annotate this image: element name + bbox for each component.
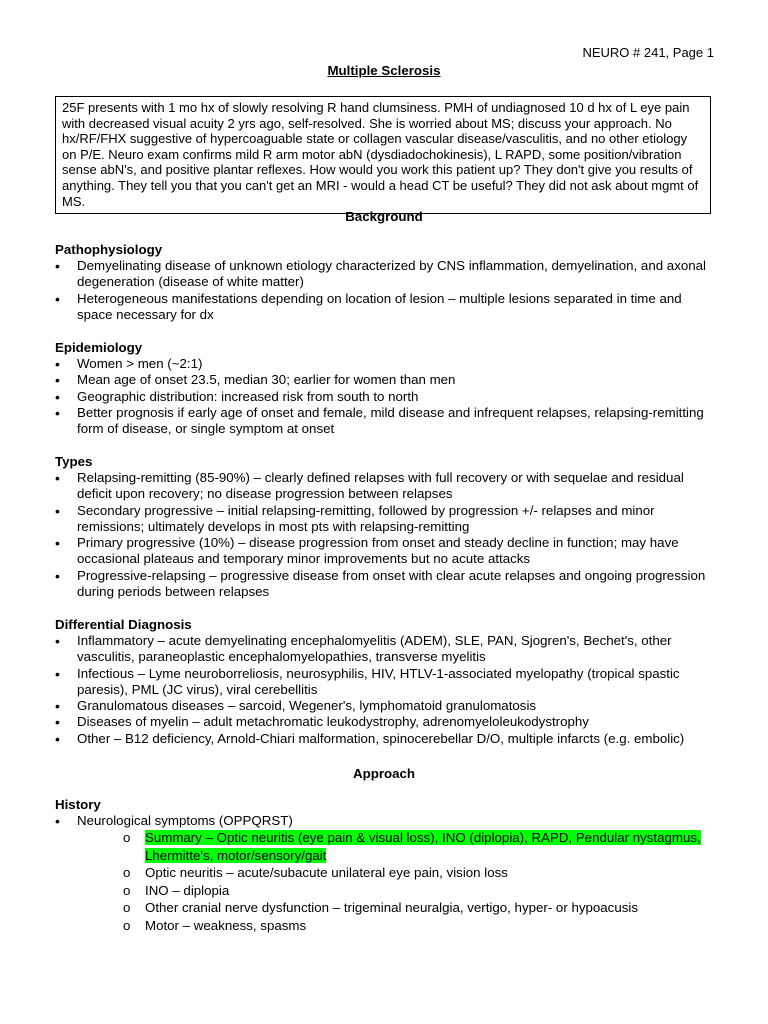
- list-item: • Geographic distribution: increased risk from south to north: [55, 389, 715, 405]
- list-item: • Heterogeneous manifestations depending on location of lesion – multiple lesions separated in time and space necessary for dx: [55, 291, 715, 324]
- types-section: [55, 454, 715, 600]
- sub-list-item: [123, 829, 715, 864]
- sub-bullet-marker: o: [123, 865, 131, 881]
- list-item: • Secondary progressive – initial relapsing-remitting, followed by progression +/- relapses and minor remissions; ultimately develops in most pts with relapsing-remitting: [55, 503, 715, 536]
- list-item: • Mean age of onset 23.5, median 30; earlier for women than men: [55, 372, 715, 388]
- list-item: • Neurological symptoms (OPPQRST): [55, 813, 715, 829]
- list-item: • Women > men (~2:1): [55, 356, 715, 372]
- list-item: • Progressive-relapsing – progressive disease from onset with clear acute relapses and ongoing progression during periods between relapses: [55, 568, 715, 601]
- sub-bullet-marker: o: [123, 900, 131, 916]
- background-heading: Background: [345, 209, 423, 224]
- page-reference: NEURO # 241, Page 1: [582, 45, 714, 60]
- list-item: • Granulomatous diseases – sarcoid, Wegener's, lymphomatoid granulomatosis: [55, 698, 715, 714]
- pathophysiology-section: [55, 242, 715, 323]
- pathophysiology-heading: Pathophysiology: [55, 242, 163, 257]
- list-item: • Demyelinating disease of unknown etiology characterized by CNS inflammation, demyelination, and axonal degeneration (disease of white matter): [55, 258, 715, 291]
- history-heading: History: [55, 797, 101, 812]
- list-item: • Relapsing-remitting (85-90%) – clearly defined relapses with full recovery or with sequelae and residual deficit upon recovery; no disease progression between relapses: [55, 470, 715, 503]
- epidemiology-section: [55, 340, 715, 437]
- list-item: • Other – B12 deficiency, Arnold-Chiari malformation, spinocerebellar D/O, multiple infarcts (e.g. embolic): [55, 731, 715, 747]
- list-item: • Better prognosis if early age of onset and female, mild disease and infrequent relapses, relapsing-remitting form of disease, or single symptom at onset: [55, 405, 715, 438]
- list-item: • Infectious – Lyme neuroborreliosis, neurosyphilis, HIV, HTLV-1-associated myelopathy (tropical spastic paresis), PML (JC virus), viral cerebellitis: [55, 666, 715, 699]
- sub-bullet-marker: o: [123, 830, 131, 846]
- sub-bullet-marker: o: [123, 917, 131, 933]
- list-item: • Diseases of myelin – adult metachromatic leukodystrophy, adrenomyeloleukodystrophy: [55, 714, 715, 730]
- history-section: [55, 797, 715, 934]
- list-item: • Inflammatory – acute demyelinating encephalomyelitis (ADEM), SLE, PAN, Sjogren's, Bechet's, other vasculitis, paraneoplastic encephalomyelopathies, transverse myelitis: [55, 633, 715, 666]
- sub-list-item: o Motor – weakness, spasms: [123, 917, 307, 933]
- differential-section: [55, 617, 715, 747]
- approach-heading: Approach: [352, 766, 416, 781]
- types-heading: Types: [55, 454, 93, 469]
- highlighted-summary: Summary – Optic neuritis (eye pain & visual loss), INO (diplopia), RAPD, Pendular nystagmus, Lhermitte's, motor/sensory/gait: [145, 830, 701, 863]
- sub-list-item: o Optic neuritis – acute/subacute unilateral eye pain, vision loss: [123, 865, 508, 881]
- case-box: 25F presents with 1 mo hx of slowly resolving R hand clumsiness. PMH of undiagnosed 10 d hx of L eye pain with decreased visual acuity 2 yrs ago, self-resolved. She is worried about MS; discuss your approach. No hx/RF/FHX suggestive of hypercoaguable state or collagen vascular disease/vasculitis, and no other etiology on P/E. Neuro exam confirms mild R arm motor abN (dysdiadochokinesis), L RAPD, some position/vibration sense abN's, and positive plantar reflexes. How would you work this patient up? They don't give you results of anything. They tell you that you can't get an MRI - would a head CT be useful? They did not ask about mgmt of MS.: [55, 96, 711, 214]
- page-title: Multiple Sclerosis: [327, 63, 441, 78]
- list-item: • Primary progressive (10%) – disease progression from onset and steady decline in function; may have occasional plateaus and temporary minor improvements but no acute attacks: [55, 535, 715, 568]
- sub-list-item: o Other cranial nerve dysfunction – trigeminal neuralgia, vertigo, hyper- or hypoacusis: [123, 900, 638, 916]
- history-sublist: [55, 829, 715, 934]
- sub-list-item: o INO – diplopia: [123, 882, 230, 898]
- sub-bullet-marker: o: [123, 882, 131, 898]
- differential-heading: Differential Diagnosis: [55, 617, 192, 632]
- epidemiology-heading: Epidemiology: [55, 340, 143, 355]
